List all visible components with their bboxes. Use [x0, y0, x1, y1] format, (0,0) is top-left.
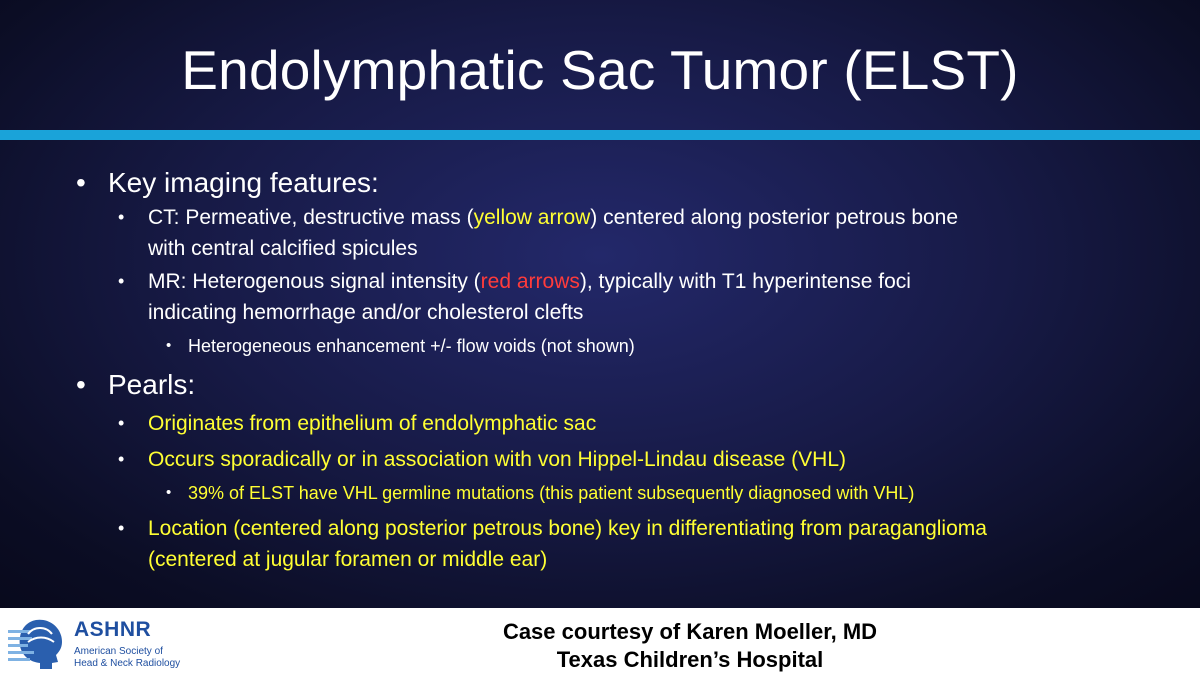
- bullet-location: [118, 513, 1178, 575]
- occurs-sub-text: 39% of ELST have VHL germline mutations (this patient subsequently diagnosed with VHL): [188, 483, 915, 503]
- head-profile-logo-icon: [6, 616, 70, 672]
- bullet-icon: •: [118, 518, 125, 538]
- bullet-icon: •: [76, 369, 86, 400]
- ct-text-after: ) centered along posterior petrous bone: [590, 206, 959, 229]
- yellow-arrow-highlight: yellow arrow: [473, 206, 591, 229]
- bullet-icon: •: [166, 484, 172, 501]
- location-text: [148, 513, 1178, 575]
- location-text-line2: (centered at jugular foramen or middle ear): [148, 548, 548, 571]
- logo-subtitle-1: American Society of: [74, 646, 163, 657]
- title-divider: [0, 130, 1200, 140]
- bullet-icon: •: [118, 271, 125, 291]
- bullet-mr-sub: [166, 333, 1186, 359]
- bullet-origin: [118, 408, 1178, 439]
- ct-text-line2: with central calcified spicules: [148, 237, 418, 260]
- bullet-icon: •: [166, 337, 172, 354]
- bullet-icon: •: [76, 167, 86, 198]
- mr-text-after: ), typically with T1 hyperintense foci: [579, 270, 911, 293]
- credit-line-1: Case courtesy of Karen Moeller, MD: [502, 619, 878, 644]
- logo-name: ASHNR: [74, 618, 152, 641]
- bullet-occurs: [118, 444, 1178, 475]
- case-credit: [380, 618, 1000, 674]
- mr-text: [148, 266, 1178, 328]
- bullet-icon: •: [118, 207, 125, 227]
- bullet-mr: [118, 266, 1178, 328]
- bullet-ct: [118, 202, 1178, 264]
- ct-text-before: CT: Permeative, destructive mass (: [148, 206, 474, 229]
- bullet-occurs-sub: [166, 480, 1186, 506]
- heading-pearls: Pearls:: [108, 369, 196, 400]
- slide-footer: [0, 608, 1200, 678]
- bullet-icon: •: [118, 413, 125, 433]
- heading-key-imaging-features: Key imaging features:: [108, 167, 379, 198]
- mr-text-before: MR: Heterogenous signal intensity (: [148, 270, 481, 293]
- logo-subtitle-2: Head & Neck Radiology: [74, 658, 181, 669]
- occurs-text: Occurs sporadically or in association with von Hippel-Lindau disease (VHL): [148, 448, 846, 471]
- location-text-line1: Location (centered along posterior petrous bone) key in differentiating from paraganglioma: [148, 517, 987, 540]
- ct-text: [148, 202, 1178, 264]
- mr-sub-text: Heterogeneous enhancement +/- flow voids (not shown): [188, 336, 635, 356]
- red-arrows-highlight: red arrows: [480, 270, 580, 293]
- mr-text-line2: indicating hemorrhage and/or cholesterol clefts: [148, 301, 584, 324]
- slide-title: Endolymphatic Sac Tumor (ELST): [181, 39, 1019, 101]
- ashnr-logo: [6, 616, 206, 674]
- origin-text: Originates from epithelium of endolymphatic sac: [148, 412, 597, 435]
- credit-line-2: Texas Children’s Hospital: [556, 647, 824, 672]
- bullet-icon: •: [118, 449, 125, 469]
